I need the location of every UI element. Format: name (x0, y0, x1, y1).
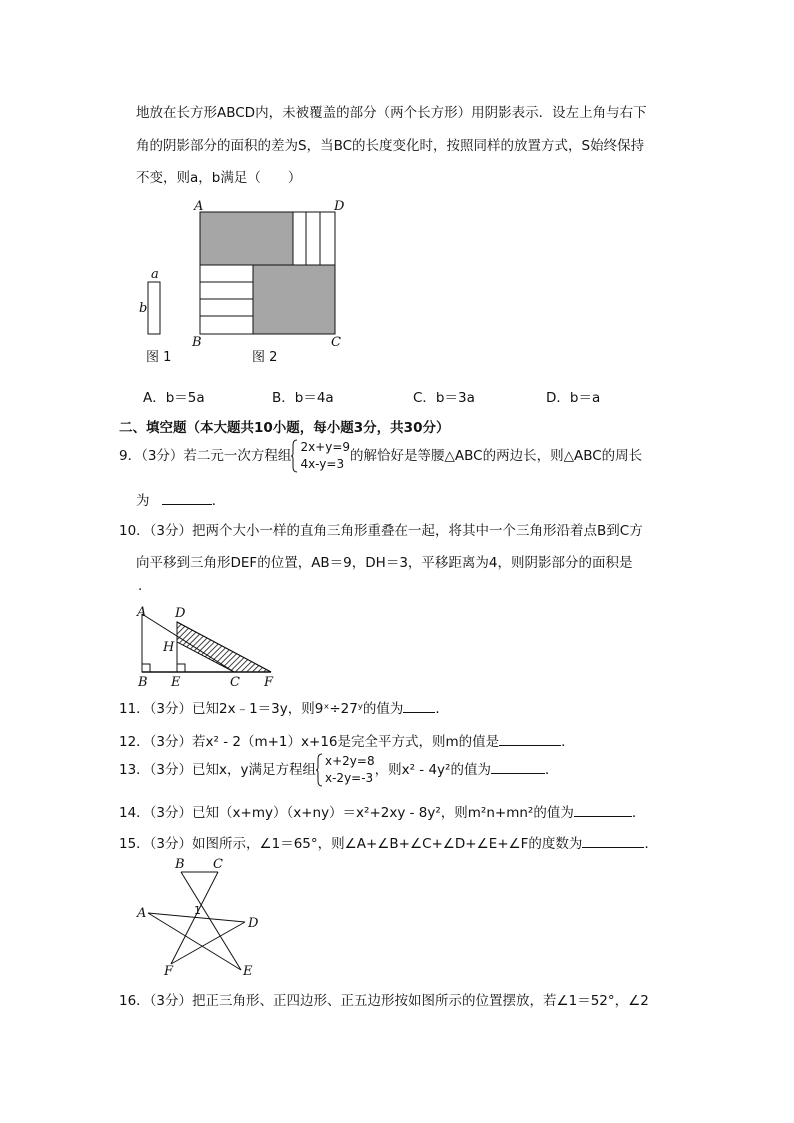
q13-answer-blank[interactable] (491, 761, 545, 774)
q14: 14．（3分）已知（x+my）（x+ny）＝x²+2xy - 8y²，则m²n+mn²的值为 ． (119, 805, 646, 821)
label-D: D (175, 606, 186, 621)
q9-line2-text: 为 (136, 493, 150, 509)
label-b: b (139, 301, 148, 316)
fig1-caption: 图 1 (146, 350, 172, 365)
q9-line1 (119, 439, 642, 473)
q12-answer-blank[interactable] (499, 733, 561, 746)
vertical-strips (293, 212, 335, 265)
q13-system (316, 753, 375, 787)
q8-option-c: C．b＝3a (413, 390, 475, 406)
label-D: D (334, 199, 345, 214)
shade-top-left (200, 212, 293, 265)
q9-answer-blank[interactable] (162, 492, 212, 505)
q8-option-d: D．b＝a (546, 390, 601, 406)
q13-pre: 13．（3分）已知x，y满足方程组 (119, 762, 316, 778)
label-D: D (248, 916, 259, 931)
q12-text: 12．（3分）若x² - 2（m+1）x+16是完全平方式，则m的值是 (119, 734, 500, 750)
q15: 15．（3分）如图所示，∠1＝65°，则∠A+∠B+∠C+∠D+∠E+∠F的度数为 ． (119, 836, 658, 852)
label-C: C (331, 335, 341, 350)
shade-bottom-right (253, 265, 335, 334)
q10-figure (133, 604, 283, 690)
fig1-rect (148, 282, 160, 334)
q8-line1: 地放在长方形ABCD内，未被覆盖的部分（两个长方形）用阴影表示．设左上角与右下 (136, 105, 647, 121)
fig2-caption: 图 2 (252, 350, 278, 365)
q8-line3: 不变，则a，b满足（ ） (136, 170, 302, 186)
label-C: C (230, 675, 240, 690)
q11-text: 11．（3分）已知2x﹣1＝3y，则9ˣ÷27ʸ的值为 (119, 701, 404, 717)
q10-line1: 10．（3分）把两个大小一样的直角三角形重叠在一起，将其中一个三角形沿着点B到C方 (119, 523, 643, 539)
q13-post: ，则x² - 4y²的值为 (374, 762, 491, 778)
q10-line2: 向平移到三角形DEF的位置，AB＝9，DH＝3，平移距离为4，则阴影部分的面积是 (136, 555, 633, 571)
label-H: H (163, 640, 175, 655)
q9-post: 的解恰好是等腰△ABC的两边长，则△ABC的周长 (350, 448, 643, 464)
q9-pre: 9．（3分）若二元一次方程组 (119, 448, 292, 464)
q8-option-a: A．b＝5a (143, 390, 205, 406)
q15-text: 15．（3分）如图所示，∠1＝65°，则∠A+∠B+∠C+∠D+∠E+∠F的度数为 (119, 836, 583, 852)
label-F: F (264, 675, 274, 690)
label-C: C (213, 857, 223, 872)
q11-answer-blank[interactable] (403, 700, 435, 713)
q8-figure (135, 196, 350, 371)
section-title: 二、填空题（本大题共10小题，每小题3分，共30分） (119, 420, 450, 436)
q13: 13．（3分）已知x，y满足方程组 x+2y=8 x-2y=-3 ，则x² - 4y²的值为 ． (119, 754, 559, 785)
label-B: B (138, 675, 148, 690)
label-B: B (175, 857, 185, 872)
q10-line3: . (138, 578, 143, 594)
q13-eq2: x-2y=-3 (325, 771, 374, 785)
label-F: F (164, 964, 174, 979)
q12: 12．（3分）若x² - 2（m+1）x+16是完全平方式，则m的值是 ． (119, 734, 575, 750)
q8-option-b: B．b＝4a (272, 390, 334, 406)
q14-text: 14．（3分）已知（x+my）（x+ny）＝x²+2xy - 8y²，则m²n+mn²的值为 (119, 805, 574, 821)
q15-answer-blank[interactable] (582, 835, 644, 848)
q9-system (291, 439, 350, 473)
q9-eq1: 2x+y=9 (300, 440, 351, 454)
label-a: a (151, 267, 159, 282)
q16: 16．（3分）把正三角形、正四边形、正五边形按如图所示的位置摆放，若∠1＝52°，∠2 (119, 993, 649, 1009)
q11: 11．（3分）已知2x﹣1＝3y，则9ˣ÷27ʸ的值为 ． (119, 701, 449, 717)
q13-eq1: x+2y=8 (325, 754, 375, 768)
label-A: A (194, 199, 204, 214)
label-E: E (171, 675, 181, 690)
q14-answer-blank[interactable] (574, 804, 632, 817)
q15-figure (133, 855, 268, 980)
q9-line2: 为 ． (136, 493, 226, 509)
label-E: E (243, 964, 253, 979)
label-1: 1 (194, 904, 201, 917)
label-A: A (137, 605, 147, 620)
q9-eq2: 4x-y=3 (300, 457, 345, 471)
q8-line2: 角的阴影部分的面积的差为S，当BC的长度变化时，按照同样的放置方式，S始终保持 (136, 138, 645, 154)
label-A: A (137, 906, 147, 921)
label-B: B (192, 335, 202, 350)
